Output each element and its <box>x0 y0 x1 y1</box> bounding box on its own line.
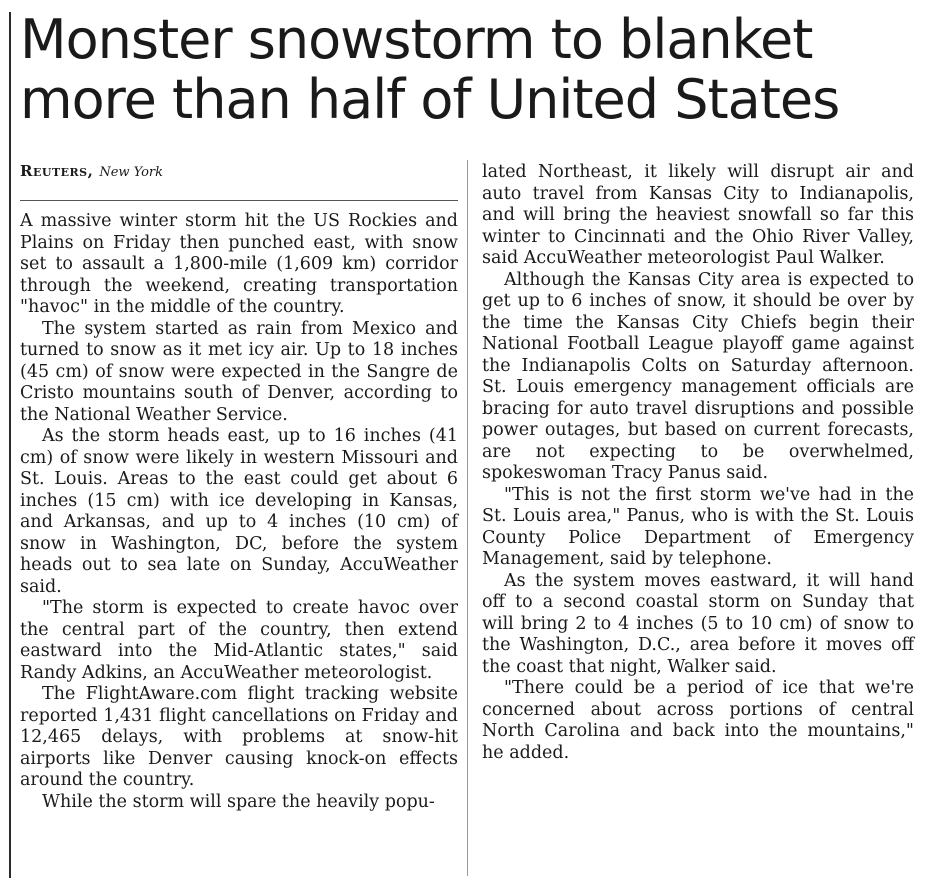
paragraph: lated Northeast, it likely will disrupt air and auto travel from Kansas City to Indianapolis, and will bring the heaviest snowfall so far this winter to Cincinnati and the Ohio River Valley, said AccuWeather meteorologist Paul Walker. <box>482 162 914 268</box>
paragraph: The FlightAware.com flight tracking website reported 1,431 flight cancellations on Friday and 12,465 delays, with problems at snow-hit airports like Denver causing knock-on effects around the country. <box>20 684 458 790</box>
paragraph: A massive winter storm hit the US Rockies and Plains on Friday then punched east, with snow set to assault a 1,800-mile (1,609 km) corridor through the weekend, creating transportation "havoc" in the middle of the country. <box>20 211 458 317</box>
column-divider <box>467 160 468 876</box>
byline-city: New York <box>99 165 164 180</box>
headline: Monster snowstorm to blanket more than half of United States <box>20 8 840 131</box>
paragraph: "This is not the first storm we've had in the St. Louis area," Panus, who is with the St. Louis County Police Department of Emergency Management, said by telephone. <box>482 484 914 569</box>
paragraph: While the storm will spare the heavily popu- <box>42 791 435 812</box>
paragraph: Although the Kansas City area is expected to get up to 6 inches of snow, it should be over by the time the Kansas City Chiefs begin their National Football League playoff game against the Indianapolis Colts on Saturday afternoon. St. Louis emergency management officials are bracing for auto travel disruptions and possible power outages, but based on current forecasts, are not expecting to be overwhelmed, spokeswoman Tracy Panus said. <box>482 269 914 483</box>
byline <box>20 162 458 201</box>
paragraph: The system started as rain from Mexico and turned to snow as it met icy air. Up to 18 inches (45 cm) of snow were expected in the Sangre de Cristo mountains south of Denver, according to the National Weather Service. <box>20 318 458 425</box>
paragraph: "There could be a period of ice that we're concerned about across portions of central North Carolina and back into the mountains," he added. <box>482 678 914 763</box>
article-column-left <box>20 162 458 813</box>
article-column-right <box>482 162 914 764</box>
paragraph: As the system moves eastward, it will hand off to a second coastal storm on Sunday that will bring 2 to 4 inches (5 to 10 cm) of snow to the Washington, D.C., area before it moves off the coast that night, Walker said. <box>482 570 914 677</box>
left-border-rule <box>9 12 11 878</box>
paragraph: As the storm heads east, up to 16 inches (41 cm) of snow were likely in western Missouri and St. Louis. Areas to the east could get about 6 inches (15 cm) with ice developing in Kansas, and Arkansas, and up to 4 inches (10 cm) of snow in Washington, DC, before the system heads out to sea late on Sunday, AccuWeather said. <box>20 426 458 597</box>
paragraph: "The storm is expected to create havoc over the central part of the country, then extend eastward into the Mid-Atlantic states," said Randy Adkins, an AccuWeather meteorologist. <box>20 598 458 683</box>
byline-agency: Reuters, <box>20 162 94 180</box>
